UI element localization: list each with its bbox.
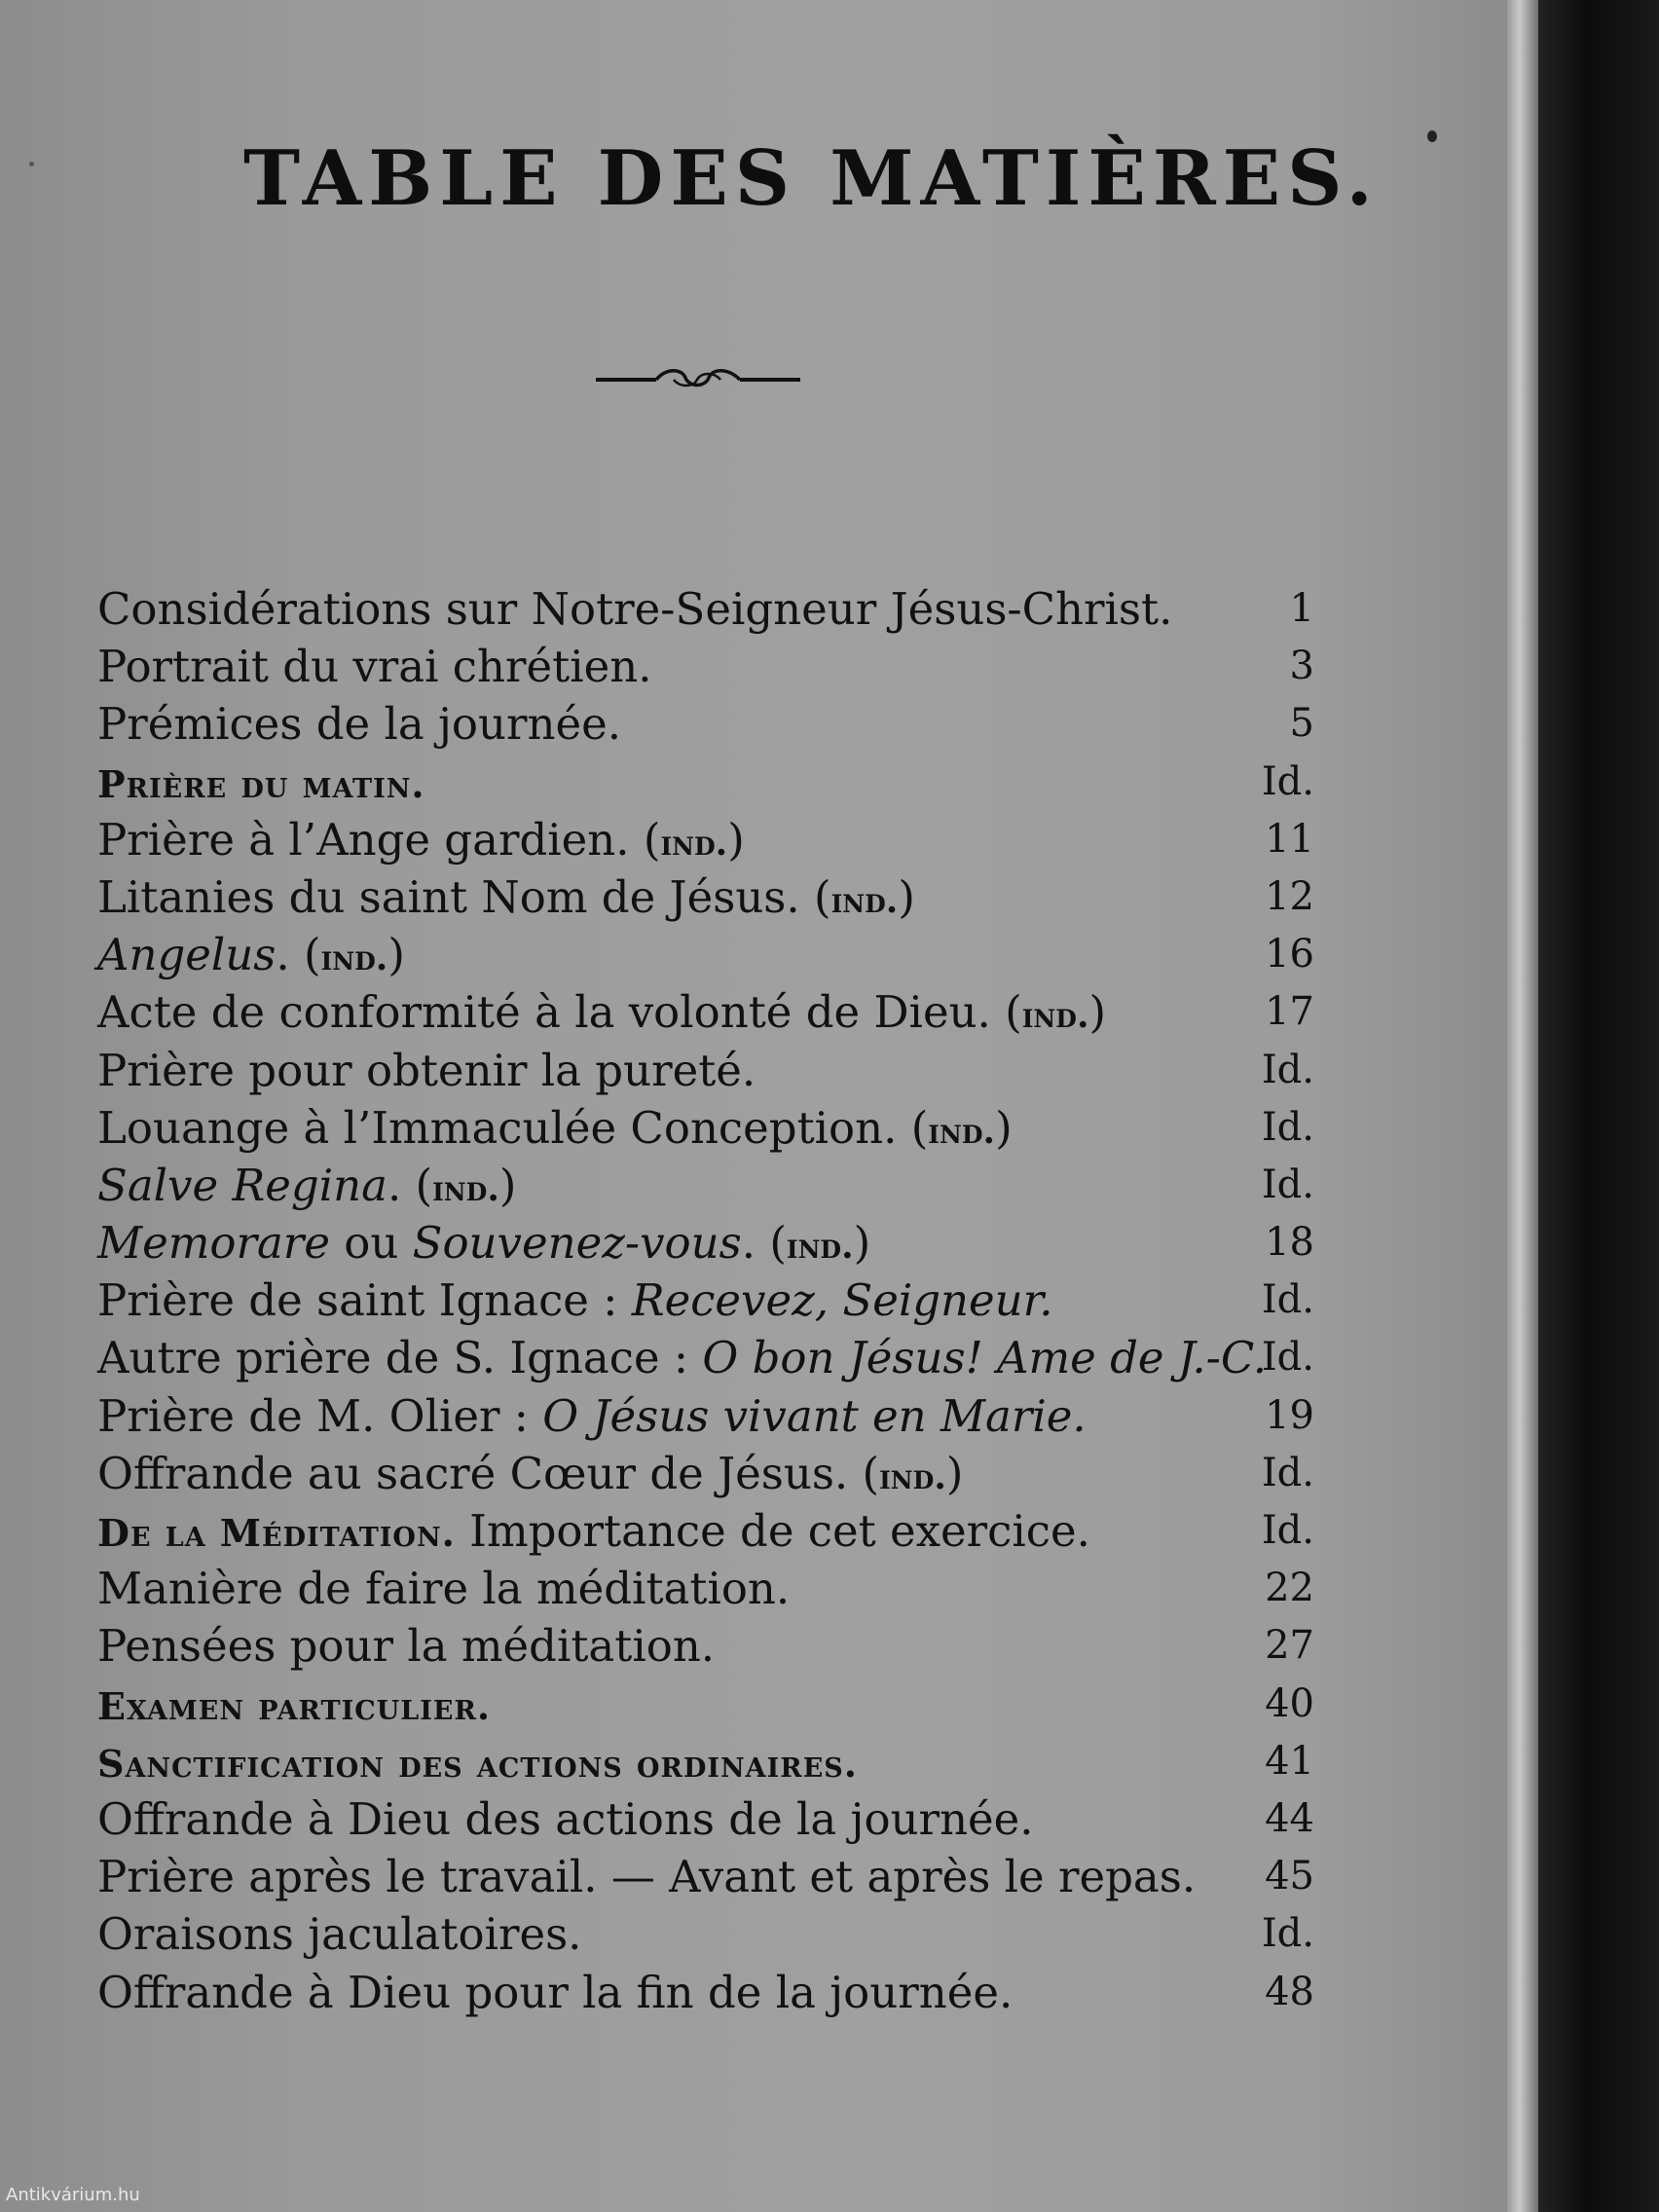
- toc-entry: [97, 926, 1314, 983]
- toc-entry-page: 41: [1265, 1738, 1314, 1784]
- toc-entry-title: [97, 1905, 581, 1963]
- toc-entry-title: [97, 580, 1172, 638]
- toc-entry-text-part: . (: [387, 1159, 433, 1211]
- toc-entry-text-part: ): [387, 929, 405, 981]
- book-binding: [1538, 0, 1659, 2212]
- toc-entry-page: Id.: [1261, 1911, 1314, 1957]
- toc-entry-page: 48: [1265, 1969, 1314, 2014]
- toc-entry-text-part: Sanctification des actions ordinaires.: [97, 1741, 859, 1786]
- toc-entry-title: [97, 1214, 870, 1275]
- flourish-ornament-icon: [596, 366, 800, 393]
- toc-entry-page: 12: [1265, 873, 1314, 919]
- toc-entry-page: 3: [1289, 644, 1314, 689]
- toc-entry-text-part: ): [853, 1217, 871, 1270]
- toc-entry: [97, 1099, 1314, 1157]
- toc-entry-text-part: Offrande à Dieu des actions de la journée.: [97, 1792, 1034, 1845]
- toc-entry: [97, 1502, 1314, 1560]
- toc-entry-page: 17: [1265, 989, 1314, 1035]
- toc-entry: [97, 1560, 1314, 1617]
- toc-entry-text-part: Recevez, Seigneur.: [631, 1274, 1053, 1327]
- toc-entry-page: 11: [1265, 816, 1314, 862]
- toc-entry-text-part: Acte de conformité à la volonté de Dieu. (: [97, 986, 1022, 1039]
- toc-entry-text-part: Prière après le travail. — Avant et après le repas.: [97, 1851, 1197, 1903]
- toc-entry-text-part: Offrande au sacré Cœur de Jésus. (: [97, 1447, 880, 1499]
- toc-entry-text-part: Prière de M. Olier :: [97, 1389, 543, 1442]
- toc-entry-text-part: ind.: [432, 1167, 499, 1209]
- page-edge: [1507, 0, 1538, 2212]
- toc-entry-text-part: Oraisons jaculatoires.: [97, 1908, 582, 1961]
- toc-entry-text-part: Prière à l’Ange gardien. (: [97, 813, 661, 866]
- toc-entry-title: [97, 1964, 1013, 2021]
- toc-entry-title: [97, 695, 621, 753]
- toc-entry-text-part: Prière de saint Ignace :: [97, 1274, 632, 1327]
- toc-entry: [97, 1157, 1314, 1214]
- toc-entry-text-part: De la Méditation.: [97, 1511, 456, 1555]
- toc-entry-text-part: . (: [741, 1217, 787, 1270]
- toc-entry-page: 18: [1265, 1220, 1314, 1266]
- toc-entry-text-part: ): [945, 1447, 964, 1499]
- toc-entry-title: [97, 1445, 963, 1506]
- toc-entry-title: [97, 926, 405, 987]
- toc-entry: [97, 1214, 1314, 1272]
- toc-entry-text-part: ind.: [879, 1456, 946, 1497]
- toc-entry-title: [97, 1790, 1034, 1848]
- toc-entry-title: [97, 638, 652, 695]
- toc-entry-title: [97, 1042, 756, 1099]
- toc-entry-page: 22: [1265, 1566, 1314, 1611]
- toc-entry-text-part: ind.: [786, 1226, 854, 1268]
- toc-entry: [97, 1445, 1314, 1502]
- toc-entry-text-part: ind.: [1021, 995, 1089, 1037]
- toc-entry: [97, 811, 1314, 868]
- toc-entry-text-part: Examen particulier.: [97, 1683, 492, 1728]
- toc-entry-title: [97, 1157, 516, 1218]
- toc-entry-text-part: Prémices de la journée.: [97, 698, 622, 751]
- toc-entry-page: Id.: [1261, 1450, 1314, 1495]
- toc-entry-title: [97, 1848, 1196, 1905]
- toc-entry-title: [97, 811, 745, 872]
- toc-entry-title: [97, 1272, 1053, 1329]
- toc-entry: [97, 1329, 1314, 1386]
- toc-entry-title: [97, 983, 1106, 1045]
- toc-entry-text-part: Portrait du vrai chrétien.: [97, 641, 652, 693]
- toc-entry: [97, 1964, 1314, 2021]
- toc-entry-text-part: Importance de cet exercice.: [455, 1505, 1090, 1557]
- toc-entry-text-part: Angelus: [97, 929, 276, 981]
- toc-entry-text-part: ): [898, 870, 915, 923]
- toc-entry: [97, 754, 1314, 811]
- toc-entry-page: Id.: [1261, 1047, 1314, 1092]
- toc-entry-text-part: ind.: [660, 822, 728, 864]
- toc-entry-text-part: Pensées pour la méditation.: [97, 1620, 716, 1673]
- toc-entry: [97, 1042, 1314, 1099]
- toc-entry-title: [97, 1387, 1087, 1445]
- toc-entry-text-part: Autre prière de S. Ignace :: [97, 1332, 703, 1384]
- toc-entry: [97, 1848, 1314, 1905]
- ink-speck: [29, 162, 34, 166]
- toc-entry: [97, 1272, 1314, 1329]
- toc-entry-page: 16: [1265, 932, 1314, 977]
- toc-entry-page: 5: [1289, 701, 1314, 747]
- toc-entry-text-part: Salve Regina: [97, 1159, 387, 1211]
- toc-entry: [97, 1676, 1314, 1733]
- toc-entry-text-part: ): [995, 1101, 1013, 1154]
- toc-entry-text-part: ind.: [928, 1110, 996, 1152]
- toc-entry: [97, 1905, 1314, 1963]
- toc-entry-page: 44: [1265, 1795, 1314, 1841]
- toc-entry: [97, 868, 1314, 926]
- toc-entry-text-part: ): [498, 1159, 517, 1211]
- toc-entry: [97, 638, 1314, 695]
- toc-entry-text-part: Souvenez-vous: [412, 1217, 742, 1270]
- toc-entry-text-part: ind.: [830, 879, 899, 921]
- toc-entry-title: [97, 1099, 1013, 1161]
- toc-entry-text-part: ): [1088, 986, 1107, 1039]
- toc-entry-text-part: O bon Jésus! Ame de J.-C.: [702, 1332, 1268, 1384]
- table-of-contents: [97, 580, 1314, 2021]
- toc-entry-page: Id.: [1261, 1508, 1314, 1553]
- page-title: TABLE DES MATIÈRES.: [243, 134, 1380, 223]
- toc-entry-text-part: Prière du matin.: [97, 761, 425, 806]
- toc-entry: [97, 983, 1314, 1041]
- toc-entry-text-part: ): [727, 813, 745, 866]
- toc-entry-page: 27: [1265, 1623, 1314, 1669]
- toc-entry-text-part: Considérations sur Notre-Seigneur Jésus-Christ.: [97, 583, 1173, 635]
- toc-entry-title: [97, 1329, 1267, 1386]
- toc-entry-page: Id.: [1261, 758, 1314, 804]
- toc-entry: [97, 1387, 1314, 1445]
- toc-entry-page: 19: [1265, 1392, 1314, 1438]
- toc-entry-text-part: Offrande à Dieu pour la fin de la journée.: [97, 1966, 1014, 2018]
- toc-entry-title: [97, 1676, 491, 1735]
- toc-entry-page: 40: [1265, 1680, 1314, 1726]
- toc-entry-title: [97, 754, 425, 813]
- toc-entry-page: 45: [1265, 1854, 1314, 1899]
- toc-entry-text-part: Litanies du saint Nom de Jésus. (: [97, 870, 831, 923]
- toc-entry-text-part: O Jésus vivant en Marie.: [542, 1389, 1087, 1442]
- toc-entry-page: 1: [1289, 586, 1314, 631]
- toc-entry-title: [97, 1560, 790, 1617]
- toc-entry-page: Id.: [1261, 1161, 1314, 1207]
- watermark-text: Antikvárium.hu: [6, 2185, 140, 2205]
- toc-entry-text-part: Prière pour obtenir la pureté.: [97, 1044, 756, 1096]
- toc-entry: [97, 1790, 1314, 1848]
- toc-entry: [97, 1617, 1314, 1675]
- toc-entry-title: [97, 1617, 715, 1675]
- toc-entry-title: [97, 868, 915, 930]
- toc-entry-title: [97, 1502, 1090, 1562]
- toc-entry: [97, 1733, 1314, 1790]
- ink-speck: [1427, 130, 1437, 142]
- toc-entry-text-part: . (: [276, 929, 321, 981]
- toc-entry-text-part: Louange à l’Immaculée Conception. (: [97, 1101, 929, 1154]
- toc-entry-page: Id.: [1261, 1104, 1314, 1150]
- toc-entry-text-part: ou: [329, 1217, 413, 1270]
- toc-entry: [97, 580, 1314, 638]
- toc-entry: [97, 695, 1314, 753]
- toc-entry-page: Id.: [1261, 1277, 1314, 1323]
- toc-entry-text-part: Memorare: [97, 1217, 330, 1270]
- toc-entry-text-part: Manière de faire la méditation.: [97, 1563, 791, 1615]
- toc-entry-title: [97, 1733, 858, 1792]
- toc-entry-text-part: ind.: [320, 938, 388, 979]
- toc-entry-page: Id.: [1261, 1335, 1314, 1381]
